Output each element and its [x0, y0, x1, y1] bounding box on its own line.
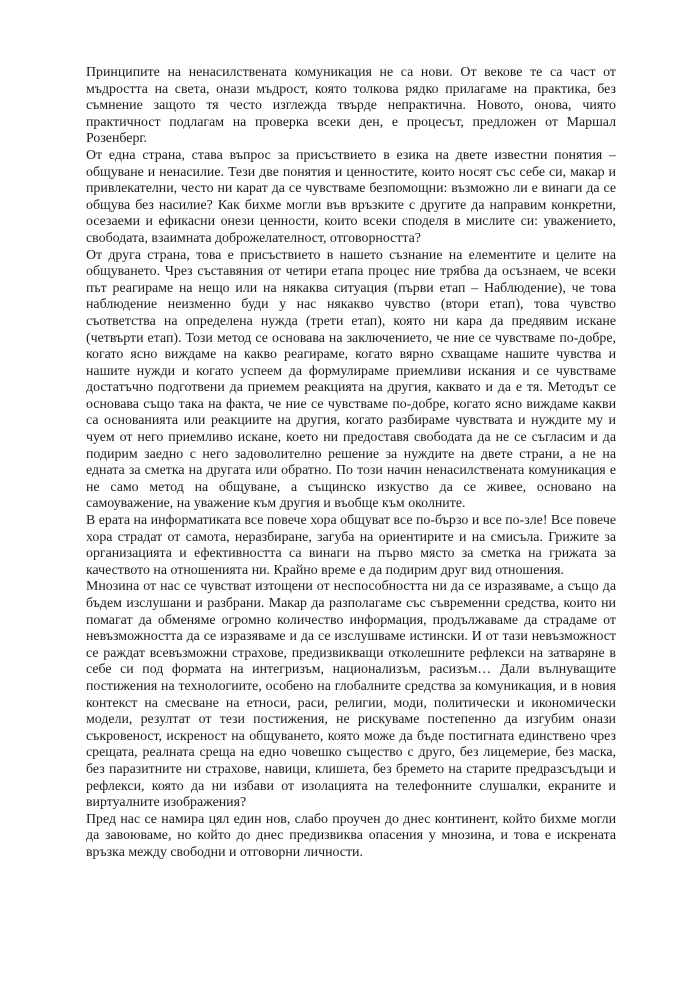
paragraph-principles: Принципите на ненасилствената комуникация не са нови. От векове те са част от мъдростта на света, онази мъдрост, която толкова рядко прилагаме на практика, без съмнение защото тя често изглежда твърде непрактична. Новото, онова, чиято практичност подлагам на проверка всеки ден, е процесът, предложен от Маршал Розенберг.	[86, 65, 616, 147]
paragraph-expression-inability: Мнозина от нас се чувстват изтощени от неспособността ни да се изразяваме, а също да бъдем изслушани и разбрани. Макар да разполагаме със съвременни средства, които ни помагат да обменяме огромно количество информация, продължаваме да страдаме от невъзможността да се изразяваме и да се изслушваме истински. И от тази невъзможност се раждат всевъзможни страхове, предизвикващи отколешните рефлекси на затваряне в себе си под формата на интегризъм, национализъм, расизъм… Дали вълнуващите постижения на технологиите, особено на глобалните средства за комуникация, и в новия контекст на смесване на етноси, раси, религии, моди, политически и икономически модели, резултат от тези постижения, не рискуваме постепенно да изгубим онази съкровеност, искреност на общуването, която може да бъде постигната единствено чрез срещата, реалната среща на едно човешко същество с друго, без лицемерие, без маска, без паразитните ни страхове, навици, клишета, без бремето на старите предразсъдъци и рефлекси, която да ни избави от изолацията на телефонните слушалки, екраните и виртуалните изображения?	[86, 579, 616, 811]
paragraph-information-era: В ерата на информатиката все повече хора общуват все по-бързо и все по-зле! Все повече хора страдат от самота, неразбиране, загуба на ориентирите и на смисъла. Грижите за организацията и ефективността са винаги на първо място за сметка на грижата за качеството на отношенията ни. Крайно време е да подирим друг вид отношения.	[86, 513, 616, 578]
paragraph-four-stages: От друга страна, това е присъствието в нашето съзнание на елементите и целите на общуването. Чрез съставяния от четири етапа процес ние трябва да осъзнаем, че всеки път реагираме на нещо или на някаква ситуация (първи етап – Наблюдение), че това наблюдение неизменно буди у нас някакво чувство (втори етап), това чувство съответства на определена нужда (трети етап), която ни кара да предявим искане (четвърти етап). Този метод се основава на заключението, че ние се чувстваме по-добре, когато ясно виждаме на какво реагираме, когато вярно схващаме нашите чувства и нашите нужди и когато успеем да формулираме приемливи искания и се чувстваме достатъчно подготвени да приемем реакцията на другия, каквато и да е тя. Методът се основава също така на факта, че ние се чувстваме по-добре, когато ясно виждаме какви са основанията или реакциите на другия, когато разбираме чувствата и нуждите му и чуем от него приемливо искане, което ни предоставя свободата да не се съгласим и да подирим заедно с него задоволително решение за нуждите на двете страни, а не на едната за сметка на другата или обратно. По този начин ненасилствената комуникация е не само метод на общуване, а същинско изкуство да се живее, основано на самоуважение, на уважение към другия и въобще към околните.	[86, 247, 616, 512]
paragraph-new-continent: Пред нас се намира цял един нов, слабо проучен до днес континент, който бихме могли да завоюваме, но който до днес предизвиква опасения у мнозина, и това е искрената връзка между свободни и отговорни личности.	[86, 811, 616, 860]
paragraph-communication-nonviolence: От една страна, става въпрос за присъствието в езика на двете известни понятия – общуване и ненасилие. Тези две понятия и ценностите, които носят със себе си, макар и привлекателни, често ни карат да се чувстваме безпомощни: възможно ли е винаги да се общува без насилие? Как бихме могли във връзките с другите да направим конкретни, осезаеми и ефикасни онези ценности, които всеки споделя в мислите си: уважението, свободата, взаимната доброжелателност, отговорността?	[86, 147, 616, 246]
document-page	[86, 65, 616, 862]
